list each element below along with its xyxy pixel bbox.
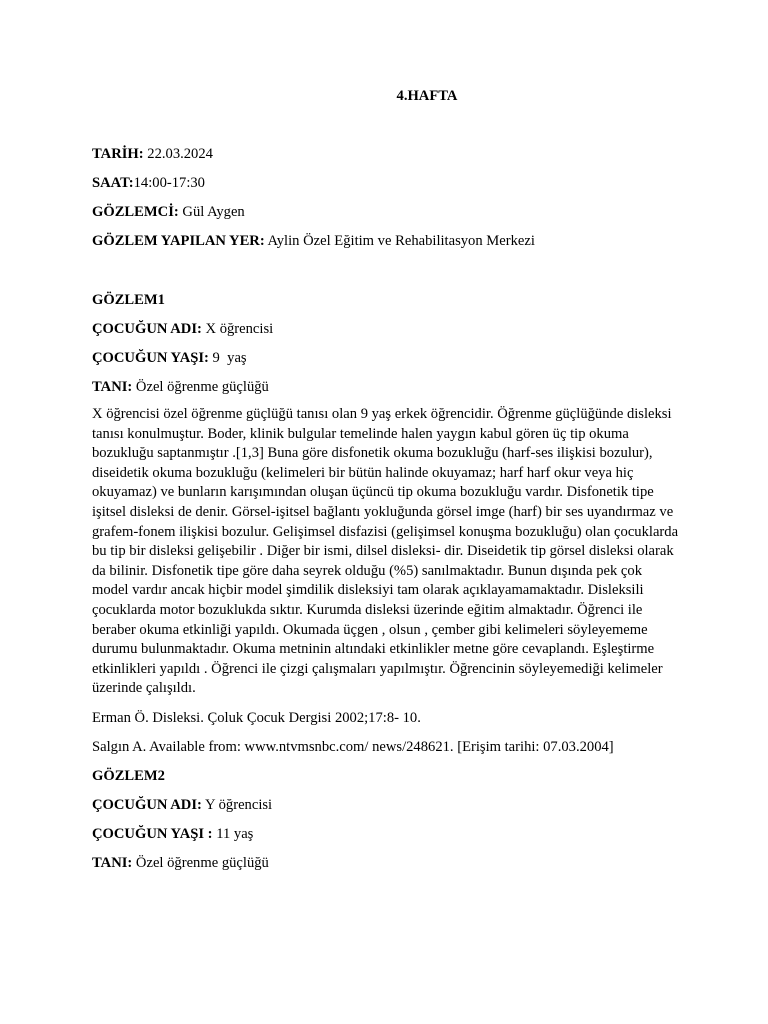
observation2-heading: GÖZLEM2 <box>92 768 165 784</box>
place-value: Aylin Özel Eğitim ve Rehabilitasyon Merkezi <box>264 233 535 249</box>
diagnosis-value: Özel öğrenme güçlüğü <box>132 379 269 395</box>
child-age-label: ÇOCUĞUN YAŞI: <box>92 350 209 366</box>
child-age-label: ÇOCUĞUN YAŞI : <box>92 826 213 842</box>
child-age-value: 11 yaş <box>212 826 254 842</box>
time-row <box>92 174 205 194</box>
week-title: 4.HAFTA <box>396 88 458 104</box>
observation1-child-age-row <box>92 349 247 369</box>
observer-value: Gül Aygen <box>178 204 245 220</box>
observation2-child-name-row <box>92 796 272 816</box>
child-age-value: 9 yaş <box>208 350 247 366</box>
time-label: SAAT: <box>92 175 134 191</box>
observation1-child-name-row <box>92 320 273 340</box>
diagnosis-value: Özel öğrenme güçlüğü <box>132 855 269 871</box>
date-value: 22.03.2024 <box>143 146 213 162</box>
time-value: 14:00-17:30 <box>133 175 205 191</box>
observation1-heading: GÖZLEM1 <box>92 292 165 308</box>
child-name-value: Y öğrencisi <box>201 797 273 813</box>
diagnosis-label: TANI: <box>92 379 133 395</box>
reference-1: Erman Ö. Disleksi. Çoluk Çocuk Dergisi 2002;17:8- 10. <box>92 710 421 726</box>
observation1-paragraph: X öğrencisi özel öğrenme güçlüğü tanısı olan 9 yaş erkek öğrencidir. Öğrenme güçlüğünde disleksi tanısı konulmuştur. Boder, klinik bulgular temelinde halen yaygın kabul gören üç tip okuma bozukluğu saptanmıştır .[1,3] Buna göre disfonetik okuma bozukluğu (harf-ses ilişkisi bozulur), diseidetik okuma bozukluğu (kelimeleri bir bütün halinde okuyamaz; harf harf okur veya hiç okuyamaz) ve bunların karışımından oluşan üçüncü tip okuma bozukluğu vardır. Disfonetik tipe işitsel disleksi de denir. Görsel-işitsel bağlantı yokluğunda görsel imge (harf) bir ses uyandırmaz ve grafem-fonem ilişkisi bozulur. Gelişimsel disfazisi (gelişimsel konuşma bozukluğu) olan çocuklarda bu tip bir disleksi gelişebilir . Diğer bir ismi, dilsel disleksi- dir. Diseidetik tip görsel disleksi olarak da bilinir. Disfonetik tipe göre daha seyrek olduğu (%5) sanılmaktadır. Bunun dışında pek çok model vardır ancak hiçbir model şimdilik disleksiyi tam olarak açıklayamamaktadır. Disleksili çocuklarda motor bozuklukda sıktır. Kurumda disleksi üzerinde eğitim almaktadır. Öğrenci ile beraber okuma etkinliği yapıldı. Okumada üçgen , olsun , çember gibi kelimeleri söyleyememe durumu bulunmaktadır. Okuma metninin altındaki etkinlikler metne göre cevaplandı. Eşleştirme etkinlikleri yapıldı . Öğrenci ile çizgi çalışmaları yapılmıştır. Öğrencinin söyleyemediği kelimeler üzerinde çalışıldı. <box>92 406 679 697</box>
reference-2: Salgın A. Available from: www.ntvmsnbc.com/ news/248621. [Erişim tarihi: 07.03.2004] <box>92 739 614 755</box>
place-row <box>92 232 535 252</box>
place-label: GÖZLEM YAPILAN YER: <box>92 233 265 249</box>
observer-label: GÖZLEMCİ: <box>92 204 179 220</box>
observation2-child-age-row <box>92 825 253 845</box>
child-name-value: X öğrencisi <box>201 321 274 337</box>
observation2-diagnosis-row <box>92 854 269 874</box>
observer-row <box>92 203 245 223</box>
observation1-diagnosis-row <box>92 378 269 398</box>
date-label: TARİH: <box>92 146 144 162</box>
diagnosis-label: TANI: <box>92 855 133 871</box>
child-name-label: ÇOCUĞUN ADI: <box>92 797 202 813</box>
child-name-label: ÇOCUĞUN ADI: <box>92 321 202 337</box>
date-row <box>92 145 213 165</box>
